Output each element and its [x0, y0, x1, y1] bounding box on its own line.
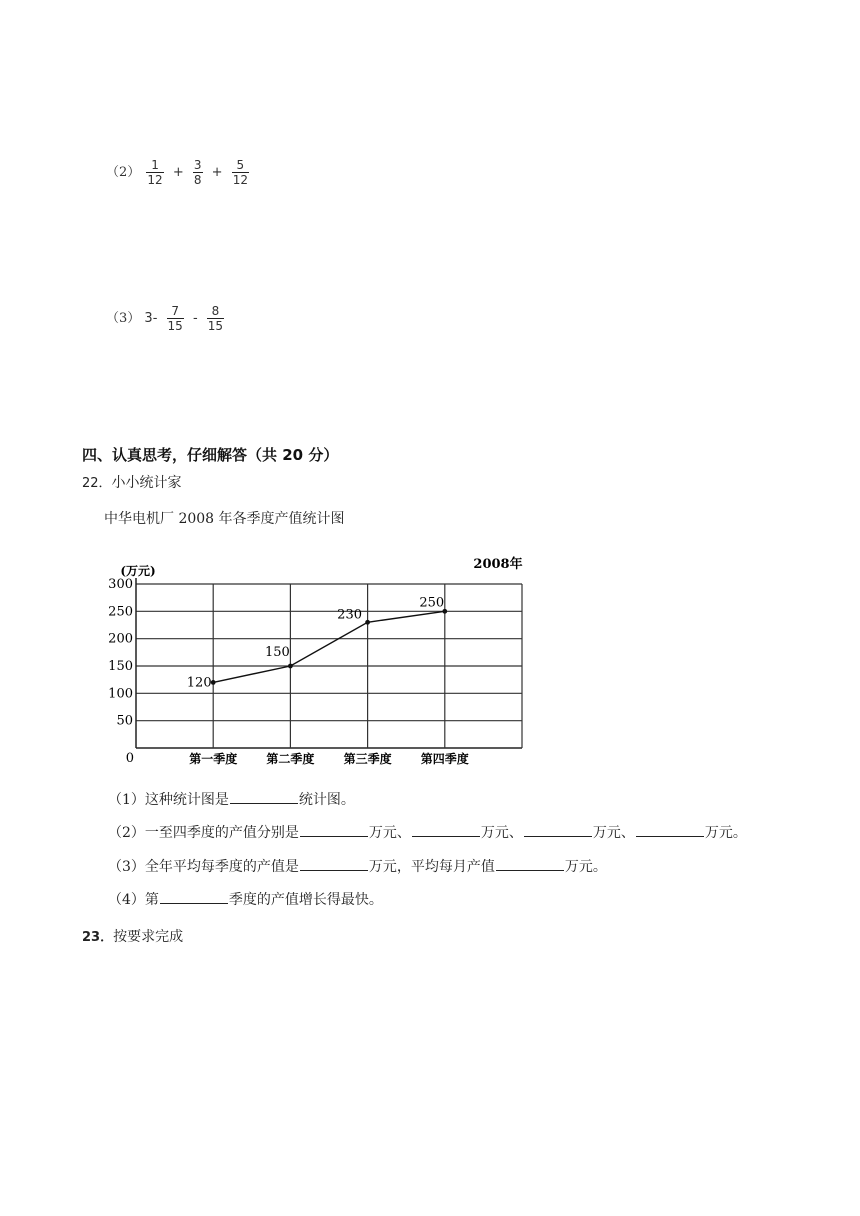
question-22-title [82, 472, 182, 492]
y-tick-label: 50 [116, 713, 133, 729]
question-number: 22． [82, 476, 112, 491]
data-label: 250 [419, 595, 445, 611]
x-tick-label: 第一季度 [189, 752, 238, 766]
answer-blank[interactable] [300, 822, 368, 837]
sub-question-4-suffix: 季度的产值增长得最快。 [228, 892, 383, 908]
question-text: 小小统计家 [111, 475, 182, 491]
section-heading: 四、认真思考，仔细解答（共 20 分） [82, 446, 339, 464]
answer-blank[interactable] [636, 822, 704, 837]
answer-blank[interactable] [524, 822, 592, 837]
problem-3-label: （3） [106, 311, 141, 326]
question-number: 23． [82, 930, 114, 945]
sub-question-3 [108, 856, 607, 876]
sub-question-1-suffix: 统计图。 [298, 792, 355, 808]
y-tick-label: 250 [108, 604, 133, 620]
y-tick-label: 200 [108, 631, 133, 647]
problem-2 [106, 158, 251, 187]
chart-grid [136, 578, 522, 748]
sub-question-2 [108, 822, 747, 842]
sub-question-3-mid: 万元，平均每月产值 [368, 859, 495, 875]
question-23-title [82, 926, 183, 946]
problem-2-label: （2） [106, 165, 141, 180]
y-tick-label: 150 [108, 659, 133, 674]
unit-label: 万元、 [592, 825, 635, 841]
sub-question-3-text: （3）全年平均每季度的产值是 [108, 859, 299, 875]
unit-label: 万元、 [480, 825, 523, 841]
x-tick-label: 第三季度 [343, 752, 392, 766]
y-tick-label: 0 [125, 751, 134, 766]
data-point [288, 664, 293, 669]
question-text: 按要求完成 [113, 929, 184, 945]
answer-blank[interactable] [160, 889, 228, 904]
problem-3-lead: 3- [144, 311, 158, 326]
data-labels [187, 595, 444, 690]
sub-question-3-suffix: 万元。 [564, 859, 607, 875]
answer-blank[interactable] [496, 856, 564, 871]
plus-sign: + [172, 165, 184, 180]
data-label: 150 [264, 645, 290, 660]
sub-question-4-text: （4）第 [108, 892, 159, 908]
sub-question-2-text: （2）一至四季度的产值分别是 [108, 825, 299, 841]
y-tick-label: 100 [108, 686, 133, 702]
data-label: 120 [186, 675, 212, 691]
unit-label: 万元、 [368, 825, 411, 841]
chart-year-label: 2008年 [473, 557, 523, 572]
x-tick-labels [189, 751, 469, 766]
fraction-3: $\frac{5}{12}$ [232, 158, 248, 187]
x-tick-label: 第四季度 [420, 752, 469, 766]
y-tick-label: 300 [108, 577, 133, 592]
plus-sign: + [211, 165, 223, 180]
sub-question-1 [108, 789, 355, 809]
line-chart [100, 548, 540, 778]
data-label: 230 [337, 607, 363, 623]
sub-question-1-text: （1）这种统计图是 [108, 792, 229, 808]
sub-question-4 [108, 889, 383, 909]
data-series [211, 609, 447, 685]
minus-sign: - [192, 311, 198, 326]
answer-blank[interactable] [412, 822, 480, 837]
fraction-1: $\frac{7}{15}$ [167, 304, 183, 333]
y-tick-labels [108, 577, 134, 766]
answer-blank[interactable] [300, 856, 368, 871]
problem-3 [106, 304, 226, 333]
series-line [213, 611, 445, 682]
data-point [365, 620, 370, 625]
chart-caption: 中华电机厂 2008 年各季度产值统计图 [104, 511, 345, 527]
unit-label: 万元。 [704, 825, 747, 841]
answer-blank[interactable] [230, 789, 298, 804]
x-tick-label: 第二季度 [266, 752, 315, 766]
y-axis-unit: (万元) [120, 564, 156, 578]
fraction-2: $\frac{3}{8}$ [193, 158, 202, 187]
fraction-2: $\frac{8}{15}$ [207, 304, 224, 333]
fraction-1: $\frac{1}{12}$ [147, 158, 163, 187]
